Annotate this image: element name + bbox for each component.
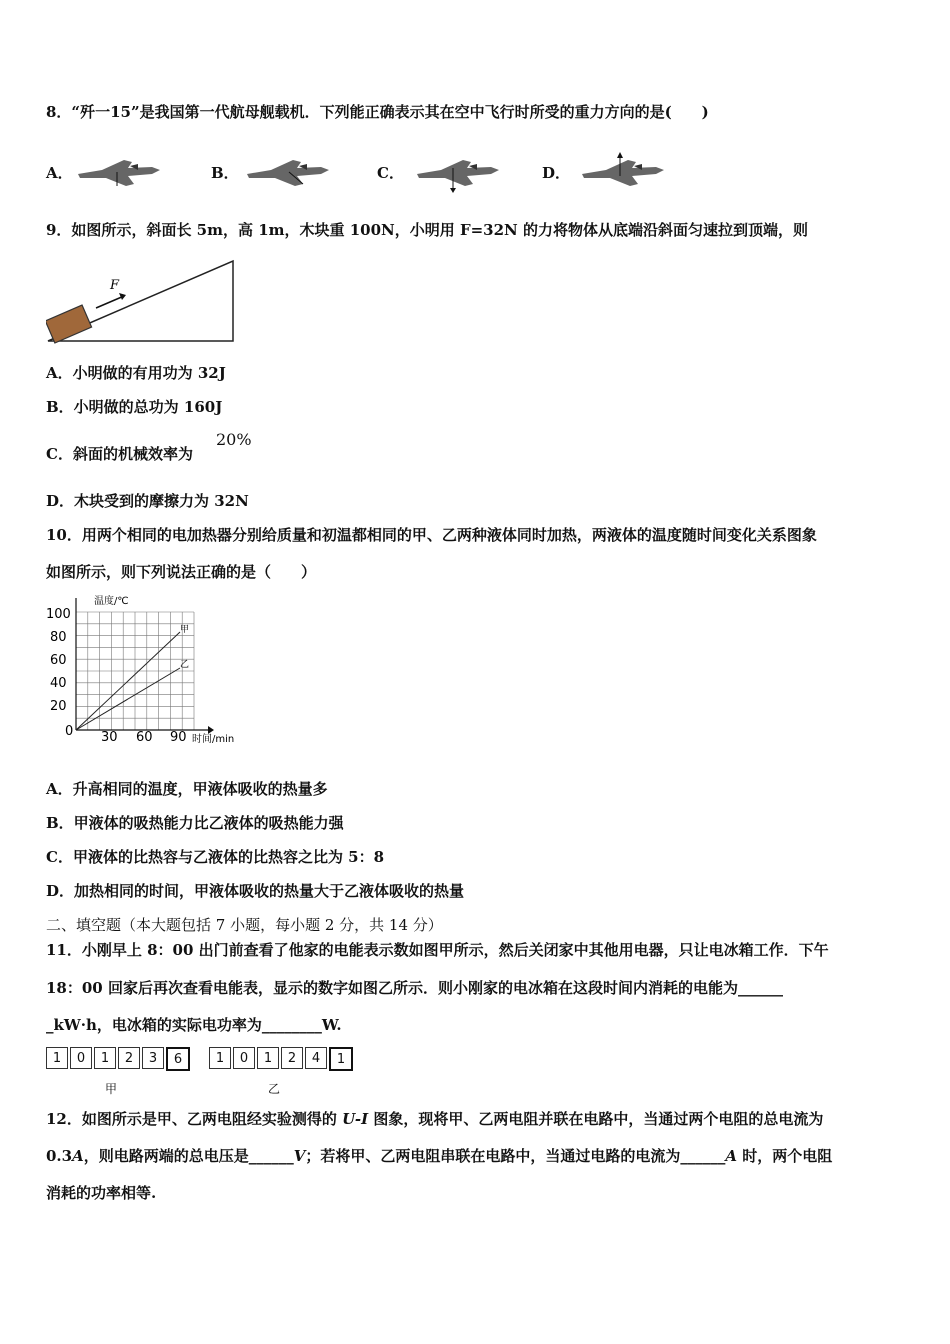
q12-line1 xyxy=(46,1109,823,1129)
incline-diagram xyxy=(46,256,246,346)
x-axis-arrow xyxy=(208,726,214,734)
meter-digit: 0 xyxy=(233,1047,255,1069)
q11-line3: _kW·h，电冰箱的实际电功率为________W. xyxy=(46,1016,342,1034)
force-label: F xyxy=(110,278,120,293)
meter-jia-caption: 甲 xyxy=(105,1082,118,1096)
meter-digit: 1 xyxy=(94,1047,116,1069)
q10-option-b[interactable]: B．甲液体的吸热能力比乙液体的吸热能力强 xyxy=(46,814,344,832)
q8-option-d-label: D． xyxy=(542,164,571,182)
jet-icon xyxy=(411,150,501,194)
meter-yi-caption: 乙 xyxy=(268,1082,281,1096)
jet-icon xyxy=(576,150,666,194)
q12-line2-d: 时，两个电阻 xyxy=(737,1147,833,1165)
x-tick-30: 30 xyxy=(101,730,118,745)
q12-line1-post: 图象，现将甲、乙两电阻并联在电路中，当通过两个电阻的总电流为 xyxy=(368,1110,824,1128)
y-tick-20: 20 xyxy=(50,699,67,714)
y-tick-60: 60 xyxy=(50,653,67,668)
q8-stem: 8．“歼一15”是我国第一代航母舰载机．下列能正确表示其在空中飞行时所受的重力方向的是( ) xyxy=(46,103,709,121)
meter-jia xyxy=(46,1047,192,1071)
meter-digit: 0 xyxy=(70,1047,92,1069)
jet-icon xyxy=(72,150,162,194)
series-yi-line xyxy=(76,668,180,730)
meter-digit: 2 xyxy=(118,1047,140,1069)
meter-digit-decimal: 1 xyxy=(329,1047,353,1071)
meter-yi xyxy=(209,1047,355,1071)
q9-stem: 9．如图所示，斜面长 5m，高 1m，木块重 100N，小明用 F=32N 的力将物体从底端沿斜面匀速拉到顶端，则 xyxy=(46,221,808,239)
x-tick-60: 60 xyxy=(136,730,153,745)
y-axis-label: 温度/℃ xyxy=(94,596,129,607)
y-tick-80: 80 xyxy=(50,630,67,645)
q10-option-a[interactable]: A．升高相同的温度，甲液体吸收的热量多 xyxy=(46,780,328,798)
q12-current-unit-2: A xyxy=(725,1147,738,1165)
x-axis-label: 时间/min xyxy=(192,734,235,745)
q10-stem-line2: 如图所示，则下列说法正确的是（ ） xyxy=(46,563,317,581)
meter-digit: 4 xyxy=(305,1047,327,1069)
series-yi-label: 乙 xyxy=(180,660,190,670)
section2-heading: 二、填空题（本大题包括 7 小题，每小题 2 分，共 14 分） xyxy=(46,916,443,934)
chart-grid xyxy=(76,612,194,730)
q10-option-d[interactable]: D．加热相同的时间，甲液体吸收的热量大于乙液体吸收的热量 xyxy=(46,882,465,900)
jet-icon xyxy=(241,150,331,194)
q12-line2-c: ；若将甲、乙两电阻串联在电路中，当通过电路的电流为______ xyxy=(305,1147,726,1165)
q12-line2-b: ，则电路两端的总电压是______ xyxy=(83,1147,294,1165)
origin-label: 0 xyxy=(65,724,74,739)
q9-option-d[interactable]: D．木块受到的摩擦力为 32N xyxy=(46,492,249,510)
q10-option-c[interactable]: C．甲液体的比热容与乙液体的比热容之比为 5：8 xyxy=(46,848,385,866)
q12-line2 xyxy=(46,1146,832,1166)
meter-digit: 2 xyxy=(281,1047,303,1069)
meter-digit: 1 xyxy=(257,1047,279,1069)
q12-line3: 消耗的功率相等. xyxy=(46,1184,157,1202)
meter-digit: 1 xyxy=(209,1047,231,1069)
q8-options xyxy=(46,150,746,194)
q8-option-c-label: C． xyxy=(377,164,404,182)
temperature-time-chart xyxy=(44,592,244,747)
meter-digit: 1 xyxy=(46,1047,68,1069)
q11-line2: 18：00 回家后再次查看电能表，显示的数字如图乙所示．则小刚家的电冰箱在这段时间内消耗的电能为______ xyxy=(46,979,783,997)
q9-option-b[interactable]: B．小明做的总功为 160J xyxy=(46,398,223,416)
q8-option-a-label: A． xyxy=(46,164,73,182)
series-jia-label: 甲 xyxy=(180,625,190,635)
q10-stem-line1: 10．用两个相同的电加热器分别给质量和初温都相同的甲、乙两种液体同时加热，两液体的温度随时间变化关系图象 xyxy=(46,526,817,544)
q9-option-c[interactable]: C．斜面的机械效率为 xyxy=(46,445,193,463)
series-jia-line xyxy=(76,632,180,730)
y-tick-40: 40 xyxy=(50,676,67,691)
meter-digit-decimal: 6 xyxy=(166,1047,190,1071)
q12-current-unit: A xyxy=(72,1147,84,1165)
q9-option-c-value: 20% xyxy=(216,430,252,449)
q12-current-value: 0.3 xyxy=(46,1147,73,1165)
x-tick-90: 90 xyxy=(170,730,187,745)
q9-option-a[interactable]: A．小明做的有用功为 32J xyxy=(46,364,226,382)
q8-option-b-label: B． xyxy=(211,164,239,182)
q12-ui-label: U-I xyxy=(342,1110,369,1128)
q11-line1: 11．小刚早上 8：00 出门前查看了他家的电能表示数如图甲所示，然后关闭家中其他用电器，只让电冰箱工作．下午 xyxy=(46,941,829,959)
y-tick-100: 100 xyxy=(46,607,71,622)
q12-line1-pre: 12．如图所示是甲、乙两电阻经实验测得的 xyxy=(46,1110,343,1128)
meter-digit: 3 xyxy=(142,1047,164,1069)
q12-voltage-unit: V xyxy=(293,1147,306,1165)
